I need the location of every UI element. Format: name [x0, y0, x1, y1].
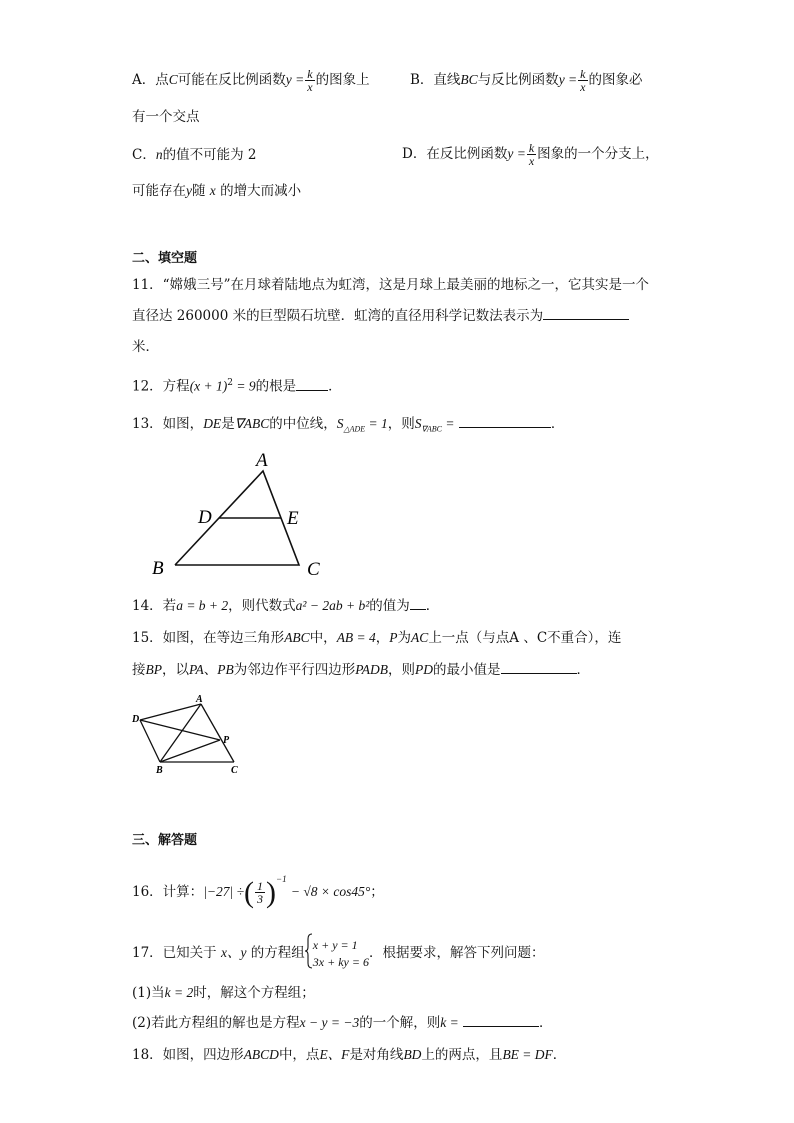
area-sub: ∇ABC [421, 424, 443, 434]
option-b-end: 的图象必 [588, 72, 643, 88]
text: ； [370, 884, 384, 900]
text: ． [328, 378, 342, 395]
answer-blank[interactable] [410, 597, 426, 610]
q17-part1 [132, 984, 315, 1002]
text: 时，解这个方程组； [193, 985, 315, 1001]
text: ，则 [388, 662, 416, 678]
text: ，则 [387, 416, 415, 432]
text: 为 [397, 630, 412, 646]
answer-blank[interactable] [463, 1014, 539, 1027]
option-c-text: 的值不可能为 2 [162, 147, 257, 163]
section-answer-title: 三、解答题 [132, 833, 198, 848]
frac-den: x [528, 154, 535, 168]
frac-den: 3 [257, 892, 264, 906]
area-s: S [336, 416, 344, 431]
option-b-continued: 有一个交点 [132, 109, 200, 125]
option-a-text: 可能在反比例函数 [177, 72, 286, 88]
fraction-k-over-x [578, 68, 587, 93]
fraction-k-over-x [527, 142, 536, 167]
text: 13．如图， [132, 416, 204, 432]
paren-close: ) [266, 875, 277, 909]
expr: = 9 [233, 378, 256, 394]
q15-line1 [132, 629, 621, 647]
answer-blank[interactable] [543, 307, 629, 320]
points-ef: E、F [319, 1047, 350, 1062]
segment-pa: PA [189, 662, 204, 677]
exponent: 2 [227, 378, 234, 388]
text: ， [375, 630, 390, 646]
triangle-figure-q13 [140, 444, 340, 584]
text: 是对角线 [349, 1047, 404, 1063]
text: 中，点 [278, 1047, 320, 1063]
option-b-text: 与反比例函数 [477, 72, 559, 88]
text: 中， [309, 630, 337, 646]
text: ． [550, 416, 565, 432]
brace-icon [305, 933, 313, 974]
option-b-label: B．直线 [410, 72, 461, 88]
condition: a = b + 2 [176, 598, 229, 613]
area-s: S [414, 416, 422, 431]
q12 [132, 374, 342, 396]
q11-line1: 11．“嫦娥三号”在月球着陆地点为虹湾，这是月球上最美丽的地标之一，它其实是一个 [132, 277, 649, 293]
text: 的方程组 [250, 945, 305, 961]
expr: (x + 1) [189, 378, 228, 394]
text: 接 [132, 662, 146, 678]
text: 的一个解，则 [359, 1015, 441, 1031]
text: 可能存在 [132, 183, 186, 199]
func-lhs: y = [507, 146, 526, 161]
text: 的增大而减小 [220, 183, 302, 199]
text: ． [425, 598, 440, 614]
text: 的根是 [255, 378, 297, 395]
frac-num: k [307, 67, 313, 81]
option-d-label: D．在反比例函数 [402, 146, 508, 162]
label-a: A [256, 450, 268, 471]
line-bc: BC [460, 72, 478, 87]
option-a [132, 68, 370, 93]
func-lhs: y = [285, 72, 305, 87]
equation-system [313, 937, 369, 971]
q11-line2 [132, 307, 629, 325]
func-lhs: y = [558, 72, 578, 87]
text: 的值为 [369, 598, 410, 614]
equation: x − y = −3 [299, 1015, 360, 1030]
option-d-end: 图象的一个分支上， [537, 146, 659, 162]
text: 16．计算： [132, 884, 204, 900]
frac-den: x [307, 80, 313, 94]
label-a: A [196, 694, 203, 705]
q16 [132, 870, 384, 908]
q11-line3: 米． [132, 339, 159, 355]
option-a-label: A．点 [132, 72, 169, 88]
frac-num: k [580, 67, 586, 81]
parallelogram-figure-q15 [128, 690, 248, 780]
segment-bp-line [160, 740, 220, 762]
area-eq: = [442, 416, 455, 431]
paren-open: ( [244, 875, 255, 909]
label-b: B [156, 765, 163, 776]
text: 上一点（与点A 、C不重合），连 [428, 630, 622, 646]
frac-num: k [528, 141, 535, 155]
fraction-one-third [255, 880, 265, 905]
frac-den: x [580, 80, 586, 94]
var-y: y [186, 183, 192, 198]
expression: a² − 2ab + b² [295, 598, 370, 613]
answer-blank[interactable] [459, 415, 551, 428]
frac-num: 1 [257, 879, 264, 893]
text: (1)当 [132, 985, 165, 1001]
text: 、 [203, 662, 218, 678]
text: 是 [221, 416, 235, 432]
fraction-k-over-x [305, 68, 314, 93]
condition: BE = DF [502, 1047, 553, 1062]
option-c-label: C． [132, 147, 156, 163]
label-d: D [132, 714, 140, 725]
text: 直径达 260000 米的巨型陨石坑壁．虹湾的直径用科学记数法表示为 [132, 308, 544, 324]
text: 的最小值是 [433, 662, 501, 678]
text: 14．若 [132, 598, 177, 614]
text: ． [552, 1047, 567, 1063]
text: 18．如图，四边形 [132, 1047, 244, 1063]
point-c: C [168, 72, 178, 87]
segment-de: DE [203, 416, 222, 431]
point-p: P [389, 630, 398, 645]
option-d [402, 142, 659, 167]
text: (2)若此方程组的解也是方程 [132, 1015, 300, 1031]
k-value: k = 2 [164, 985, 194, 1000]
label-e: E [287, 508, 299, 529]
text: 12．方程 [132, 378, 190, 395]
side-ac [201, 704, 234, 762]
text: 15．如图，在等边三角形 [132, 630, 285, 646]
segment-bp: BP [145, 662, 162, 677]
option-b [410, 68, 643, 93]
area-value: = 1 [365, 416, 388, 431]
abs-expr: |−27| ÷ [203, 884, 245, 899]
side-db [140, 720, 160, 762]
triangle-abc: ∇ABC [234, 416, 270, 431]
equation-1: x + y = 1 [312, 937, 358, 952]
label-c: C [307, 559, 320, 580]
label-p: P [223, 735, 230, 746]
text: ，则代数式 [228, 598, 296, 614]
section-fill-in-title: 二、填空题 [132, 251, 198, 266]
answer-blank[interactable] [501, 661, 577, 674]
text: 上的两点，且 [421, 1047, 503, 1063]
q13 [132, 415, 564, 439]
equation-2: 3x + ky = 6 [312, 954, 369, 969]
label-d: D [198, 507, 212, 528]
segment-pd: PD [415, 662, 434, 677]
expression: − √8 × cos45° [290, 884, 371, 899]
text: 17．已知关于 [132, 945, 217, 961]
q18 [132, 1046, 566, 1064]
option-c [132, 146, 256, 164]
q15-line2 [132, 661, 590, 679]
answer-blank[interactable] [296, 378, 328, 391]
text: ，以 [162, 662, 189, 678]
q17 [132, 933, 544, 974]
ab-length: AB = 4 [336, 630, 376, 645]
area-sub: △ADE [343, 424, 366, 434]
label-c: C [231, 765, 238, 776]
q17-part2 [132, 1014, 552, 1032]
text: ． [576, 662, 591, 678]
text: 的中位线， [269, 416, 337, 432]
segment-pb: PB [217, 662, 234, 677]
segment-ac: AC [411, 630, 429, 645]
parallelogram-padb: PADB [355, 662, 389, 677]
text: 为邻边作平行四边形 [233, 662, 356, 678]
option-d-continued [132, 182, 301, 200]
q14 [132, 597, 439, 615]
option-a-end: 的图象上 [315, 72, 370, 88]
text: ．根据要求，解答下列问题： [368, 945, 545, 961]
k-eq: k = [440, 1015, 459, 1030]
triangle-abc: ABC [284, 630, 310, 645]
exponent: −1 [276, 874, 287, 884]
diagonal-dp [140, 720, 220, 740]
vars-xy: x、y [220, 945, 247, 960]
var-n: n [155, 147, 163, 162]
label-b: B [152, 558, 164, 579]
text: ． [538, 1015, 553, 1031]
var-x: x [209, 183, 216, 198]
quad-abcd: ABCD [243, 1047, 279, 1062]
diagonal-bd: BD [403, 1047, 422, 1062]
text: 随 [192, 183, 206, 199]
